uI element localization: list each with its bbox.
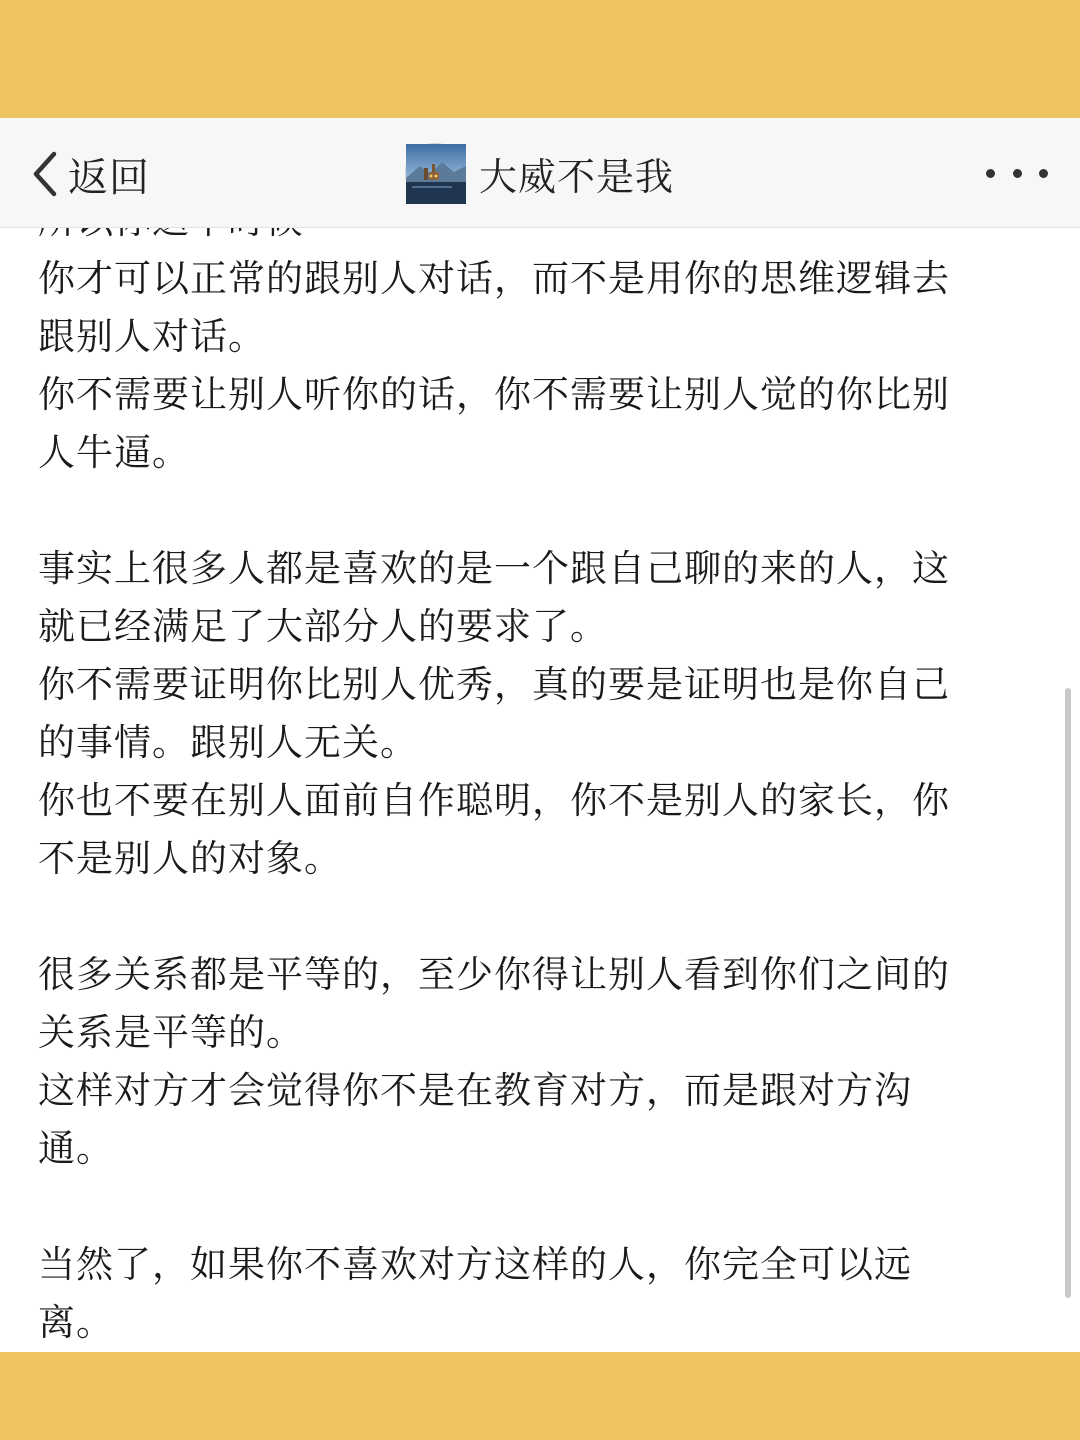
scrollbar[interactable]	[1065, 688, 1071, 1298]
text-line: 的事情。跟别人无关。	[38, 721, 418, 764]
author-info[interactable]	[405, 142, 674, 204]
text-line: 关系是平等的。	[38, 1011, 304, 1054]
author-name: 大威不是我	[479, 154, 675, 199]
phone-screenshot	[0, 118, 1080, 1352]
text-line: 当然了，如果你不喜欢对方这样的人，你完全可以远	[38, 1243, 912, 1286]
text-line: 不是别人的对象。	[38, 837, 342, 880]
text-line: 事实上很多人都是喜欢的是一个跟自己聊的来的人，这	[38, 547, 950, 590]
article-body	[38, 192, 1028, 1352]
text-line: 很多关系都是平等的，至少你得让别人看到你们之间的	[38, 953, 950, 996]
top-navigation-bar	[0, 118, 1080, 228]
text-line: 你不需要让别人听你的话，你不需要让别人觉的你比别	[38, 373, 950, 416]
paragraph-gap	[38, 1178, 1028, 1236]
text-line: 离。	[38, 1301, 114, 1344]
text-line: 你才可以正常的跟别人对话，而不是用你的思维逻辑去	[38, 257, 950, 300]
text-line: 就已经满足了大部分人的要求了。	[38, 605, 608, 648]
more-horizontal-icon	[986, 169, 995, 178]
back-label: 返回	[68, 154, 150, 201]
text-line: 通。	[38, 1127, 114, 1170]
chevron-left-icon	[28, 149, 62, 199]
paragraph-gap	[38, 482, 1028, 540]
back-button[interactable]	[28, 146, 150, 202]
text-line: 你也不要在别人面前自作聪明，你不是别人的家长，你	[38, 779, 950, 822]
text-line: 这样对方才会觉得你不是在教育对方，而是跟对方沟	[38, 1069, 912, 1112]
paragraph-gap	[38, 888, 1028, 946]
text-line: 跟别人对话。	[38, 315, 266, 358]
text-line: 人牛逼。	[38, 431, 190, 474]
more-options-button[interactable]	[986, 152, 1048, 194]
article-content	[0, 228, 1080, 1352]
text-line: 你不需要证明你比别人优秀，真的要是证明也是你自己	[38, 663, 950, 706]
avatar[interactable]	[405, 143, 465, 203]
